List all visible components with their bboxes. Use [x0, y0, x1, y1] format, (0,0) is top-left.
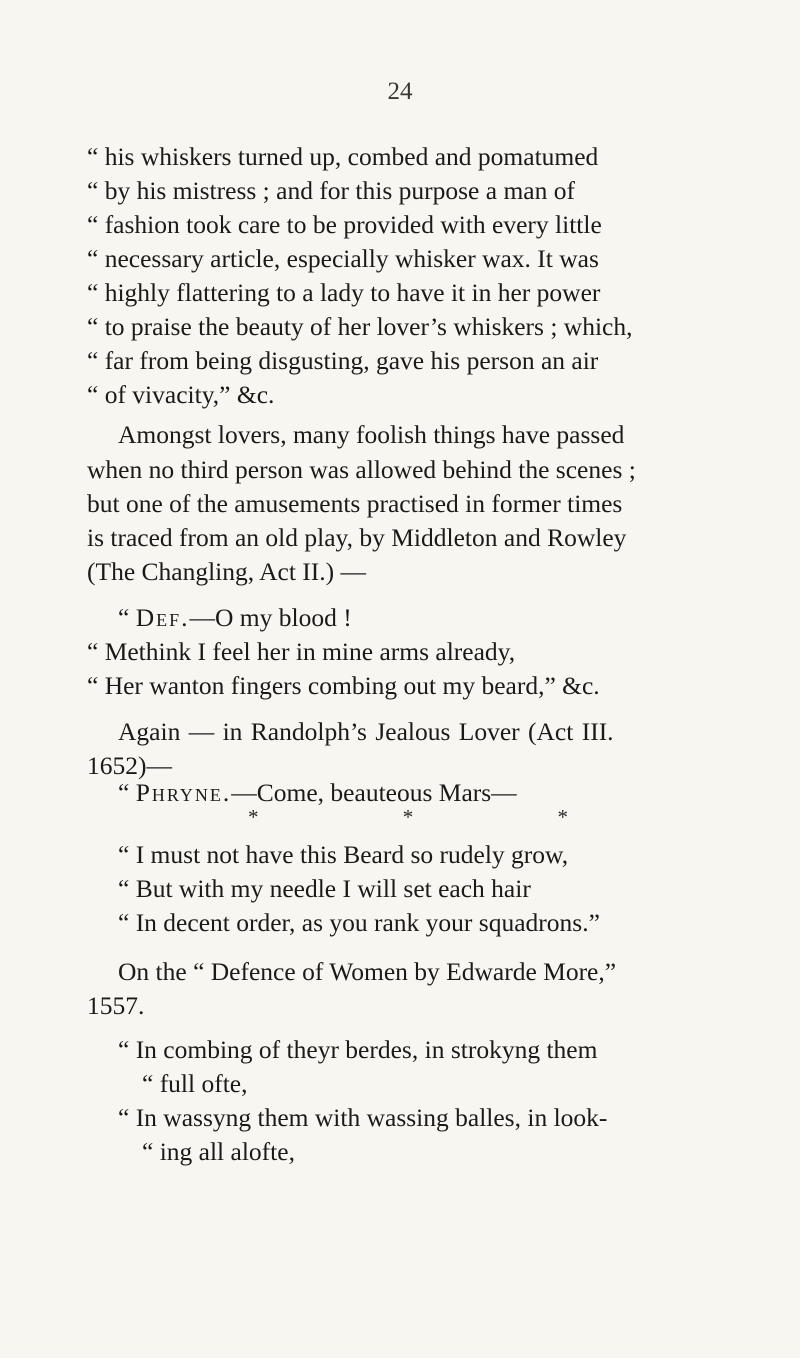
- text-line: “ In combing of theyr berdes, in strokyng them: [118, 1035, 598, 1064]
- text-line: “ Her wanton fingers combing out my beard,” &c.: [87, 671, 600, 700]
- text-line: “ by his mistress ; and for this purpose a man of: [87, 176, 575, 205]
- speech-phryne: [118, 778, 517, 808]
- text-line: “ I must not have this Beard so rudely grow,: [118, 840, 569, 869]
- text-line: but one of the amusements practised in former times: [87, 489, 623, 518]
- text-line: “ But with my needle I will set each hair: [118, 874, 531, 903]
- text-line: On the “ Defence of Women by Edwarde More,”: [118, 957, 617, 986]
- text-line: “ In wassyng them with wassing balles, in look-: [118, 1103, 608, 1132]
- quote-mark: “: [118, 778, 136, 807]
- speech-text: —Come, beauteous Mars—: [231, 778, 517, 807]
- star: *: [402, 805, 414, 829]
- speaker-name: Def.: [135, 603, 190, 632]
- text-line: “ far from being disgusting, gave his person an air: [87, 346, 599, 375]
- text-line: is traced from an old play, by Middleton and Rowley: [87, 523, 627, 552]
- asterism: [248, 805, 568, 830]
- text-line: “ highly flattering to a lady to have it in her power: [87, 278, 601, 307]
- text-line: Amongst lovers, many foolish things have passed: [118, 420, 625, 449]
- text-line: when no third person was allowed behind the scenes ;: [87, 455, 636, 484]
- text-line: “ Methink I feel her in mine arms already,: [87, 637, 516, 666]
- text-line: “ fashion took care to be provided with every little: [87, 210, 602, 239]
- speech-text: —O my blood !: [189, 603, 352, 632]
- text-line: “ full ofte,: [142, 1069, 248, 1098]
- text-line: “ to praise the beauty of her lover’s whiskers ; which,: [87, 312, 633, 341]
- speaker-name: Phryne.: [135, 778, 232, 807]
- text-line: “ ing all alofte,: [142, 1137, 295, 1166]
- text-line: 1652)—: [87, 751, 172, 780]
- text-line: “ In decent order, as you rank your squadrons.”: [118, 908, 600, 937]
- text-line: “ of vivacity,” &c.: [87, 380, 275, 409]
- page-number: 24: [387, 78, 413, 105]
- quote-mark: “: [118, 603, 136, 632]
- text-line: (The Changling, Act II.) —: [87, 557, 367, 586]
- speech-def: [118, 603, 352, 633]
- text-line: Again — in Randolph’s Jealous Lover (Act III.: [118, 717, 614, 746]
- text-line: 1557.: [87, 991, 145, 1020]
- text-line: “ his whiskers turned up, combed and pomatumed: [87, 142, 599, 171]
- star: *: [248, 805, 259, 829]
- text-line: “ necessary article, especially whisker wax. It was: [87, 244, 599, 273]
- star: *: [557, 805, 568, 829]
